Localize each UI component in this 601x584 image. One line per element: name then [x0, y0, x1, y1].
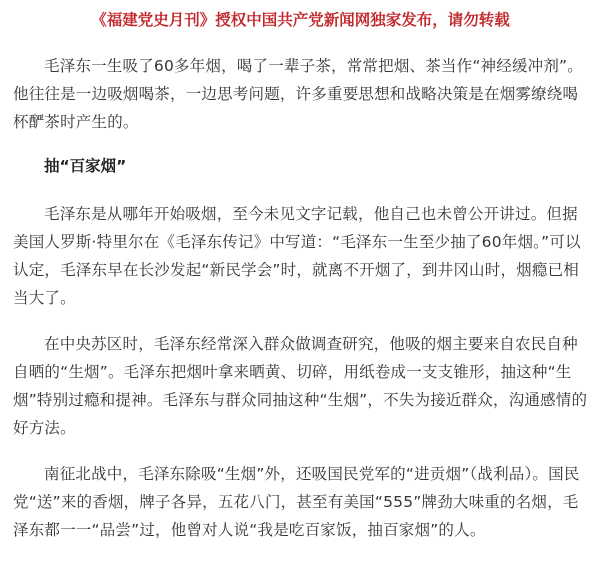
- paragraph-smoking-origin: 毛泽东是从哪年开始吸烟，至今未见文字记载，他自己也未曾公开讲过。但据美国人罗斯·特里尔在《毛泽东传记》中写道：“毛泽东一生至少抽了60年烟。”可以认定，毛泽东早在长沙发起“新民学会”时，就离不开烟了，到井冈山时，烟瘾已相当大了。: [13, 205, 581, 307]
- paragraph-central-soviet: 在中央苏区时，毛泽东经常深入群众做调查研究，他吸的烟主要来自农民自种自晒的“生烟”。毛泽东把烟叶拿来晒黄、切碎，用纸卷成一支支锥形，抽这种“生烟”特别过瘾和提神。毛泽东与群众同抽这种“生烟”，不失为接近群众，沟通感情的好方法。: [13, 335, 588, 437]
- section-heading: 抽“百家烟”: [44, 157, 127, 175]
- notice-text: 授权中国共产党新闻网独家发布，请勿转载: [215, 11, 510, 29]
- publication-name: 《福建党史月刊》: [91, 11, 216, 29]
- paragraph-intro: 毛泽东一生吸了60多年烟，喝了一辈子茶，常常把烟、茶当作“神经缓冲剂”。他往往是一边吸烟喝茶，一边思考问题，许多重要思想和战略决策是在烟雾缭绕喝杯酽茶时产生的。: [13, 57, 583, 131]
- paragraph-war-cigarettes: 南征北战中，毛泽东除吸“生烟”外，还吸国民党军的“进贡烟”（战利品）。国民党“送”来的香烟，牌子各异，五花八门，甚至有美国“555”牌劲大味重的名烟，毛泽东都一一“品尝”过，他曾对人说“我是吃百家饭，抽百家烟”的人。: [13, 465, 580, 539]
- copyright-notice: [0, 8, 601, 32]
